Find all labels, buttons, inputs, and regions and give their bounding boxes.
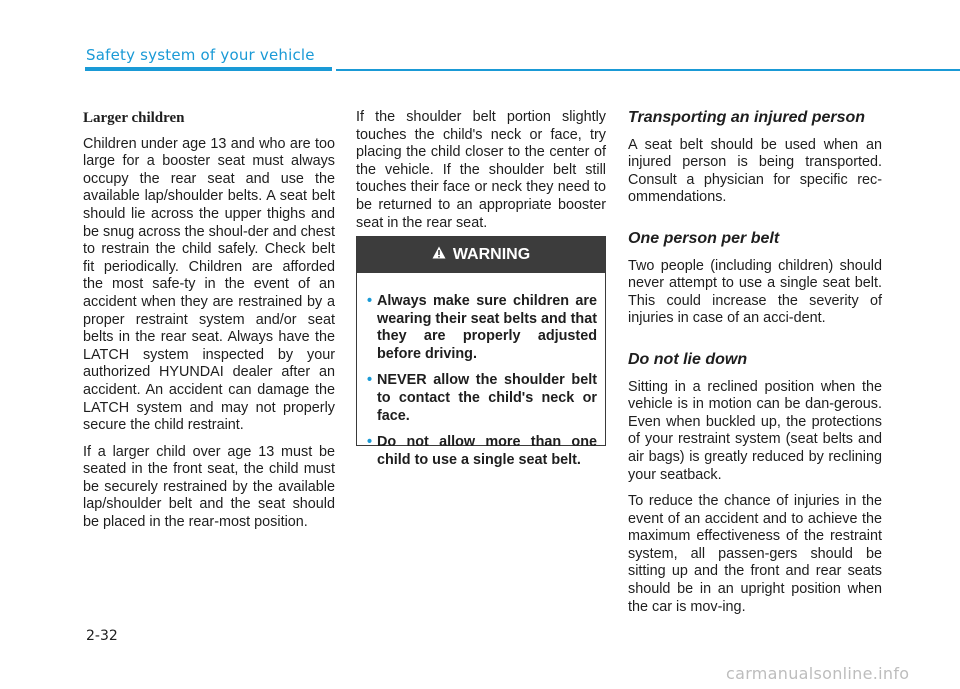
bullet-icon: • — [367, 434, 373, 451]
warning-item — [367, 293, 597, 363]
transporting-injured-heading: Transporting an injured person — [628, 109, 866, 126]
one-person-per-belt-heading: One person per belt — [628, 229, 780, 247]
warning-item-text: NEVER allow the shoulder belt to contact the child's neck or face. — [377, 372, 597, 424]
warning-title: WARNING — [452, 246, 531, 263]
warning-item-text: Always make sure children are wearing their seat belts and that they are properly adjusted before driving. — [377, 293, 597, 362]
warning-item — [367, 434, 597, 469]
one-person-per-belt-paragraph: Two people (including children) should never attempt to use a single seat belt. This could increase the severity of injuries in case of an acci-dent. — [628, 257, 882, 327]
warning-item-text: Do not allow more than one child to use a single seat belt. — [377, 434, 597, 468]
warning-triangle-icon — [432, 246, 446, 264]
do-not-lie-down-heading: Do not lie down — [628, 350, 748, 368]
larger-children-paragraph: Children under age 13 and who are too large for a booster seat must always occupy the rear seat and use the available lap/shoulder belts. A seat belt should lie across the upper thighs and be snug across the shoul-der and chest to restrain the child safely. Check belt fit periodically. Children are afforded the most safe-ty in the event of an accident when they are restrained by a proper restraint system and/or seat belts in the rear seat. Always have the LATCH system inspected by your authorized HYUNDAI dealer after an accident. An accident can damage the LATCH system and may not properly secure the child restraint. — [83, 135, 335, 434]
bullet-icon: • — [367, 293, 373, 309]
column-larger-children — [83, 110, 335, 541]
watermark: carmanualsonline.info — [726, 664, 910, 683]
larger-children-paragraph: If a larger child over age 13 must be seated in the front seat, the child must be securely restrained by the available lap/shoulder belt and the seat should be placed in the rear-most position. — [83, 443, 335, 531]
do-not-lie-down-paragraph: Sitting in a reclined position when the vehicle is in motion can be dan-gerous. Even when buckled up, the protections of your restraint system (seat belts and air bags) is greatly reduced by reclining your seatback. — [628, 378, 882, 483]
warning-list — [357, 273, 605, 469]
section-title: Safety system of your vehicle — [86, 46, 315, 64]
column-safety-topics — [628, 109, 882, 625]
larger-children-heading: Larger children — [83, 110, 185, 126]
column-shoulder-belt — [356, 109, 606, 241]
bullet-icon: • — [367, 372, 373, 389]
page-number: 2-32 — [86, 628, 118, 644]
shoulder-belt-paragraph: If the shoulder belt portion slightly touches the child's neck or face, try placing the child closer to the center of the vehicle. If the shoulder belt still touches their face or neck they need to be returned to an appropriate booster seat in the rear seat. — [356, 109, 606, 231]
header-accent-bar — [85, 67, 332, 71]
transporting-injured-paragraph: A seat belt should be used when an injured person is being transported. Consult a physician for specific rec-ommendations. — [628, 136, 882, 206]
warning-box — [356, 236, 606, 468]
warning-item — [367, 372, 597, 425]
header-rule — [336, 69, 960, 71]
do-not-lie-down-paragraph: To reduce the chance of injuries in the event of an accident and to achieve the maximum effectiveness of the restraint system, all passen-gers should be sitting up and the front and rear seats should be in an upright position when the car is mov-ing. — [628, 493, 882, 615]
warning-header — [357, 237, 605, 273]
